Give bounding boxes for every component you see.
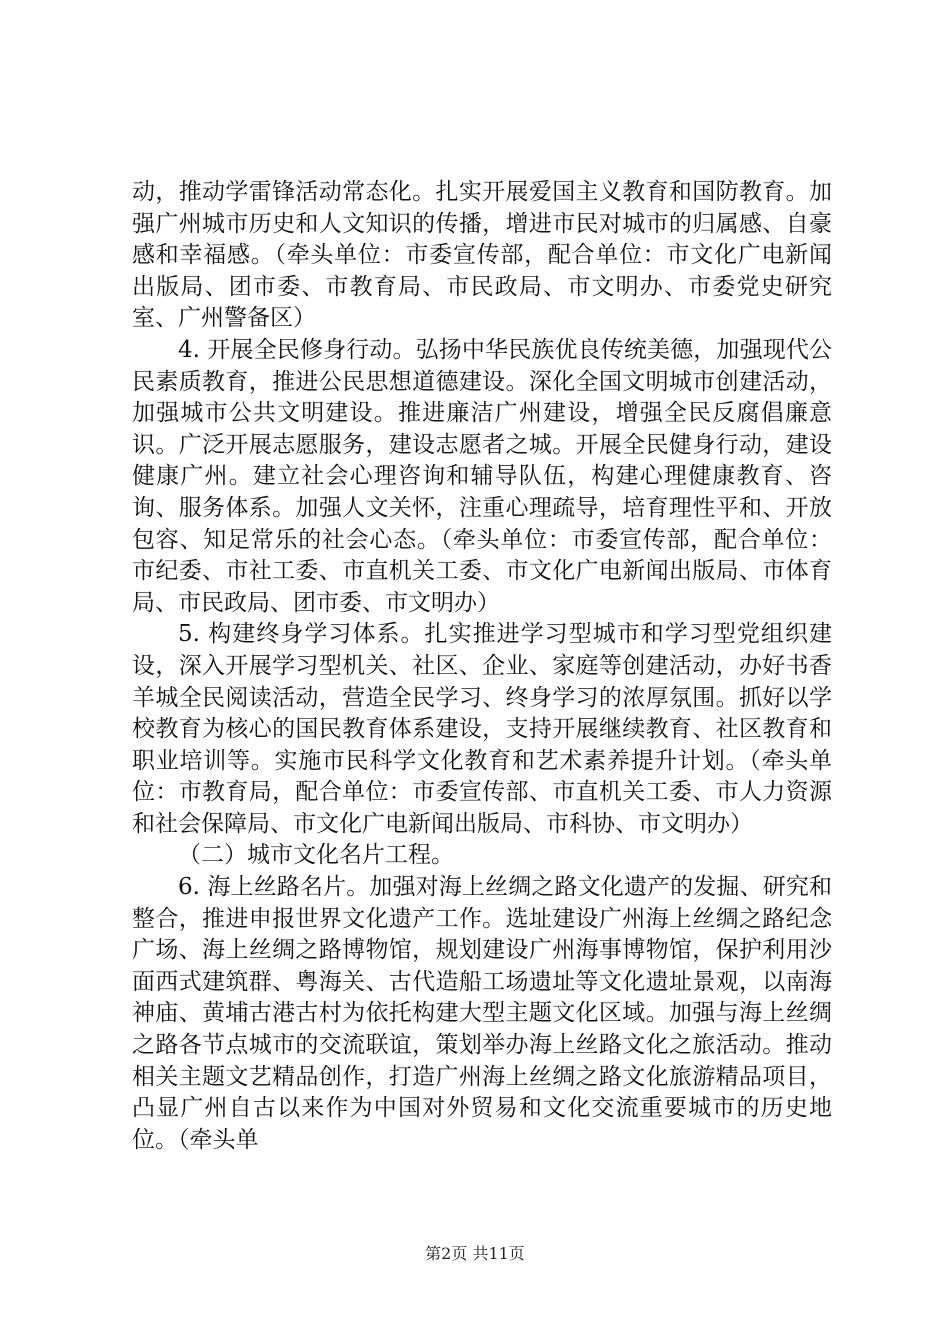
paragraph-continuation: 动，推动学雷锋活动常态化。扎实开展爱国主义教育和国防教育。加强广州城市历史和人文知识的传播，增进市民对城市的归属感、自豪感和幸福感。（牵头单位：市委宣传部，配合单位：市文化广电新闻出版局、团市委、市教育局、市民政局、市文明办、市委党史研究室、广州警备区）: [132, 179, 832, 332]
document-body: [132, 177, 832, 1156]
paragraph-item-6: 6. 海上丝路名片。加强对海上丝绸之路文化遗产的发掘、研究和整合，推进申报世界文化遗产工作。选址建设广州海上丝绸之路纪念广场、海上丝绸之路博物馆，规划建设广州海事博物馆，保护利用沙面西式建筑群、粤海关、古代造船工场遗址等文化遗址景观，以南海神庙、黄埔古港古村为依托构建大型主题文化区域。加强与海上丝绸之路各节点城市的交流联谊，策划举办海上丝路文化之旅活动。推动相关主题文艺精品创作，打造广州海上丝绸之路文化旅游精品项目，凸显广州自古以来作为中国对外贸易和文化交流重要城市的历史地位。（牵头单: [132, 874, 832, 1153]
page-number-label: 第2页 共11页: [425, 1244, 525, 1263]
section-heading-2: （二）城市文化名片工程。: [178, 842, 454, 869]
paragraph-item-5: 5. 构建终身学习体系。扎实推进学习型城市和学习型党组织建设，深入开展学习型机关、社区、企业、家庭等创建活动，办好书香羊城全民阅读活动，营造全民学习、终身学习的浓厚氛围。抓好以学校教育为核心的国民教育体系建设，支持开展继续教育、社区教育和职业培训等。实施市民科学文化教育和艺术素养提升计划。（牵头单位：市教育局，配合单位：市委宣传部、市直机关工委、市人力资源和社会保障局、市文化广电新闻出版局、市科协、市文明办）: [132, 621, 832, 837]
paragraph-item-4: 4. 开展全民修身行动。弘扬中华民族优良传统美德，加强现代公民素质教育，推进公民思想道德建设。深化全国文明城市创建活动，加强城市公共文明建设。推进廉洁广州建设，增强全民反腐倡廉意识。广泛开展志愿服务，建设志愿者之城。开展全民健身行动，建设健康广州。建立社会心理咨询和辅导队伍，构建心理健康教育、咨询、服务体系。加强人文关怀，注重心理疏导，培育理性平和、开放包容、知足常乐的社会心态。（牵头单位：市委宣传部，配合单位：市纪委、市社工委、市直机关工委、市文化广电新闻出版局、市体育局、市民政局、团市委、市文明办）: [132, 336, 832, 616]
page-footer: [0, 1241, 950, 1264]
